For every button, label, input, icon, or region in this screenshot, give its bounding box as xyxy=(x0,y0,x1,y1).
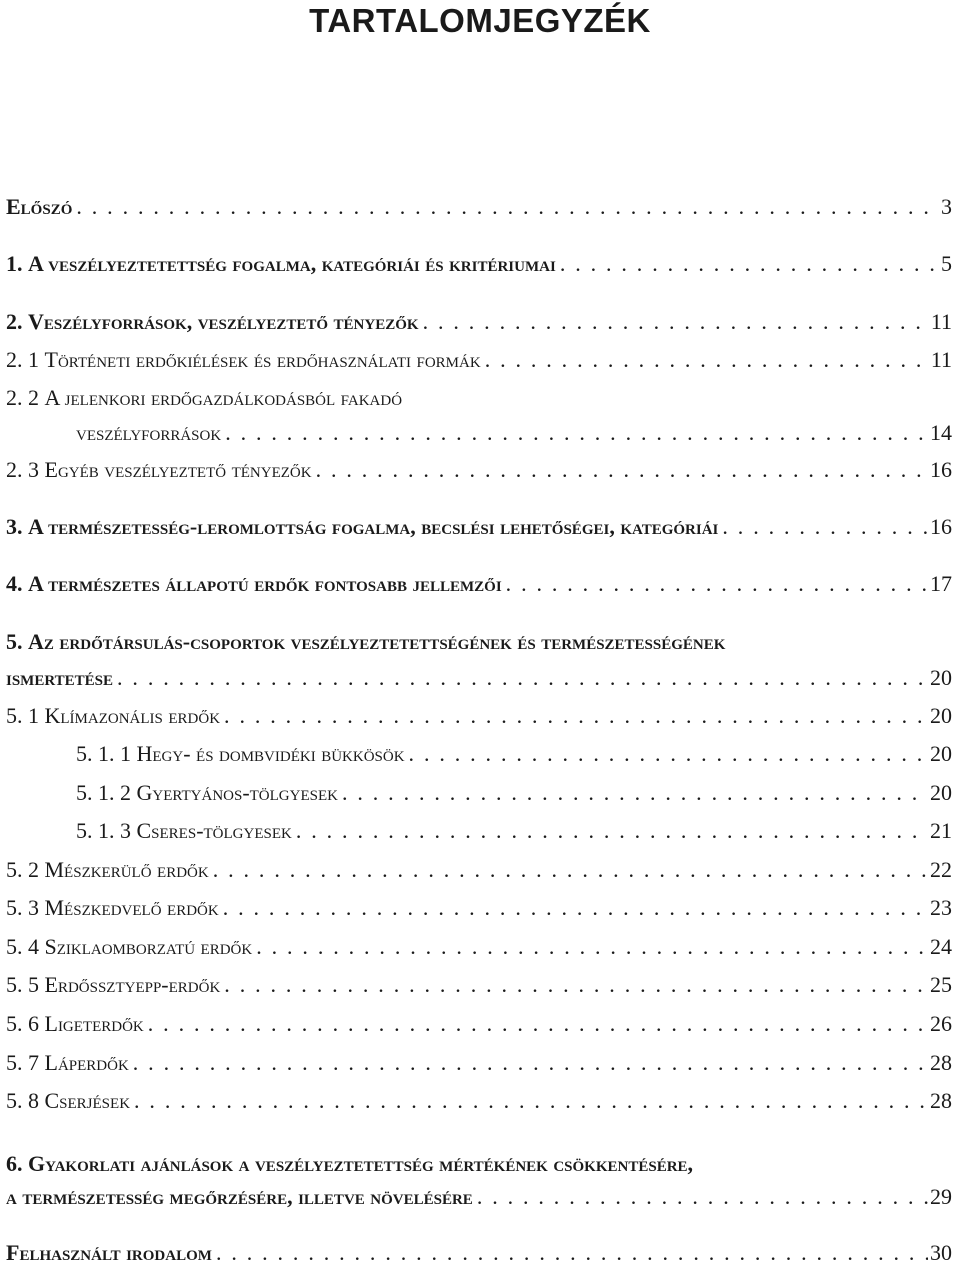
toc-entry-page: 26 xyxy=(930,1011,952,1036)
toc-entry-section-5-1[interactable] xyxy=(6,702,952,730)
dot-leader xyxy=(560,250,939,278)
toc-entry-label-cont: veszélyforrások xyxy=(76,420,222,445)
toc-entry-page: 24 xyxy=(930,934,952,959)
dot-leader xyxy=(316,456,928,484)
dot-leader xyxy=(224,971,928,999)
toc-entry-label: A veszélyeztetettség fogalma, kategóriái és kritériumai xyxy=(28,251,556,276)
toc-entry-label: Veszélyforrások, veszélyeztető tényezők xyxy=(28,309,419,334)
toc-entry-section-5-1-1[interactable] xyxy=(76,740,952,768)
toc-entry-label: Gyakorlati ajánlások a veszélyeztetettség mértékének csökkentésére, xyxy=(28,1151,694,1176)
toc-entry-page: 20 xyxy=(930,741,952,766)
toc-entry-number: 2. xyxy=(6,309,23,334)
toc-entry-number: 5. 2 xyxy=(6,857,39,882)
toc-entry-chapter-2[interactable] xyxy=(6,308,952,336)
dot-leader xyxy=(117,664,928,692)
toc-entry-chapter-3[interactable] xyxy=(6,513,952,541)
toc-entry-number: 5. 1 xyxy=(6,703,39,728)
dot-leader xyxy=(133,1049,928,1077)
toc-entry-section-5-1-2[interactable] xyxy=(76,779,952,807)
toc-entry-section-5-1-3[interactable] xyxy=(76,817,952,845)
toc-entry-page: 14 xyxy=(930,420,952,445)
toc-entry-number: 3. xyxy=(6,514,23,539)
toc-entry-chapter-6-line2[interactable] xyxy=(6,1183,952,1211)
toc-entry-label: Mészkerülő erdők xyxy=(44,857,209,882)
toc-entry-label: Ligeterdők xyxy=(44,1011,144,1036)
toc-entry-references[interactable] xyxy=(6,1239,952,1267)
toc-entry-foreword[interactable] xyxy=(6,193,952,221)
toc-entry-label: A jelenkori erdőgazdálkodásból fakadó xyxy=(44,385,403,410)
toc-entry-label: Cserjések xyxy=(44,1088,131,1113)
toc-entry-label: Cseres-tölgyesek xyxy=(136,818,292,843)
toc-entry-section-2-1[interactable] xyxy=(6,346,952,374)
toc-entry-chapter-6-line1[interactable] xyxy=(6,1150,693,1178)
toc-entry-page: 21 xyxy=(930,818,952,843)
toc-entry-page: 3 xyxy=(941,194,952,219)
dot-leader xyxy=(134,1087,928,1115)
toc-entry-number: 5. 3 xyxy=(6,895,39,920)
toc-entry-number: 2. 2 xyxy=(6,385,39,410)
page-title: TARTALOMJEGYZÉK xyxy=(309,2,651,39)
toc-entry-section-5-3[interactable] xyxy=(6,894,952,922)
toc-entry-label: Felhasznált irodalom xyxy=(6,1240,212,1265)
dot-leader xyxy=(256,933,928,961)
toc-entry-number: 5. 1. 1 xyxy=(76,741,131,766)
dot-leader xyxy=(76,193,939,221)
toc-entry-page: 20 xyxy=(930,703,952,728)
toc-entry-number: 5. 6 xyxy=(6,1011,39,1036)
toc-entry-label: Sziklaomborzatú erdők xyxy=(44,934,253,959)
toc-entry-page: 29 xyxy=(930,1184,952,1209)
dot-leader xyxy=(224,702,928,730)
dot-leader xyxy=(722,513,928,541)
toc-entry-label: Hegy- és dombvidéki bükkösök xyxy=(136,741,405,766)
toc-entry-label: Erdőssztyepp-erdők xyxy=(44,972,221,997)
toc-entry-page: 20 xyxy=(930,780,952,805)
toc-entry-chapter-4[interactable] xyxy=(6,570,952,598)
toc-entry-number: 2. 3 xyxy=(6,457,39,482)
toc-entry-section-2-2-line2[interactable] xyxy=(76,419,952,447)
toc-entry-page: 28 xyxy=(930,1088,952,1113)
toc-entry-number: 6. xyxy=(6,1151,23,1176)
toc-entry-number: 5. 1. 2 xyxy=(76,780,131,805)
dot-leader xyxy=(216,1239,928,1267)
dot-leader xyxy=(296,817,928,845)
dot-leader xyxy=(225,419,928,447)
dot-leader xyxy=(213,856,928,884)
toc-entry-label: Történeti erdőkiélések és erdőhasználati formák xyxy=(44,347,481,372)
toc-entry-section-5-4[interactable] xyxy=(6,933,952,961)
toc-entry-number: 2. 1 xyxy=(6,347,39,372)
toc-entry-chapter-5-line1[interactable] xyxy=(6,628,725,656)
toc-entry-number: 5. xyxy=(6,629,23,654)
toc-entry-label-cont: a természetesség megőrzésére, illetve növelésére xyxy=(6,1184,473,1209)
toc-entry-label: Előszó xyxy=(6,194,73,219)
toc-entry-label: Egyéb veszélyeztető tényezők xyxy=(44,457,312,482)
toc-entry-number: 5. 7 xyxy=(6,1050,39,1075)
dot-leader xyxy=(223,894,928,922)
toc-entry-section-2-3[interactable] xyxy=(6,456,952,484)
toc-entry-number: 4. xyxy=(6,571,23,596)
toc-entry-chapter-5-line2[interactable] xyxy=(6,664,952,692)
toc-entry-label: Láperdők xyxy=(44,1050,129,1075)
toc-entry-page: 28 xyxy=(930,1050,952,1075)
toc-entry-number: 5. 8 xyxy=(6,1088,39,1113)
toc-entry-label: A természetesség-leromlottság fogalma, becslési lehetőségei, kategóriái xyxy=(28,514,719,539)
toc-entry-number: 5. 4 xyxy=(6,934,39,959)
dot-leader xyxy=(342,779,928,807)
toc-entry-section-2-2-line1[interactable] xyxy=(6,384,402,412)
toc-entry-number: 5. 1. 3 xyxy=(76,818,131,843)
dot-leader xyxy=(477,1183,928,1211)
dot-leader xyxy=(506,570,928,598)
toc-entry-section-5-6[interactable] xyxy=(6,1010,952,1038)
toc-entry-page: 5 xyxy=(941,251,952,276)
toc-entry-page: 30 xyxy=(930,1240,952,1265)
toc-entry-page: 17 xyxy=(930,571,952,596)
toc-entry-page: 16 xyxy=(930,457,952,482)
toc-entry-page: 11 xyxy=(930,309,952,334)
toc-entry-number: 1. xyxy=(6,251,23,276)
toc-entry-section-5-7[interactable] xyxy=(6,1049,952,1077)
toc-entry-page: 23 xyxy=(930,895,952,920)
toc-entry-label: Mészkedvelő erdők xyxy=(44,895,219,920)
toc-entry-page: 25 xyxy=(930,972,952,997)
toc-entry-label-cont: ismertetése xyxy=(6,665,114,690)
dot-leader xyxy=(485,346,929,374)
toc-entry-label: Az erdőtársulás-csoportok veszélyeztetettségének és természetességének xyxy=(28,629,726,654)
toc-entry-section-5-5[interactable] xyxy=(6,971,952,999)
dot-leader xyxy=(409,740,928,768)
toc-entry-section-5-2[interactable] xyxy=(6,856,952,884)
toc-entry-number: 5. 5 xyxy=(6,972,39,997)
toc-entry-label: A természetes állapotú erdők fontosabb jellemzői xyxy=(28,571,502,596)
toc-entry-page: 16 xyxy=(930,514,952,539)
toc-entry-page: 22 xyxy=(930,857,952,882)
toc-entry-chapter-1[interactable] xyxy=(6,250,952,278)
toc-entry-label: Klímazonális erdők xyxy=(44,703,221,728)
toc-entry-page: 20 xyxy=(930,665,952,690)
toc-entry-label: Gyertyános-tölgyesek xyxy=(136,780,338,805)
toc-entry-section-5-8[interactable] xyxy=(6,1087,952,1115)
toc-entry-page: 11 xyxy=(930,347,952,372)
dot-leader xyxy=(423,308,929,336)
dot-leader xyxy=(148,1010,928,1038)
